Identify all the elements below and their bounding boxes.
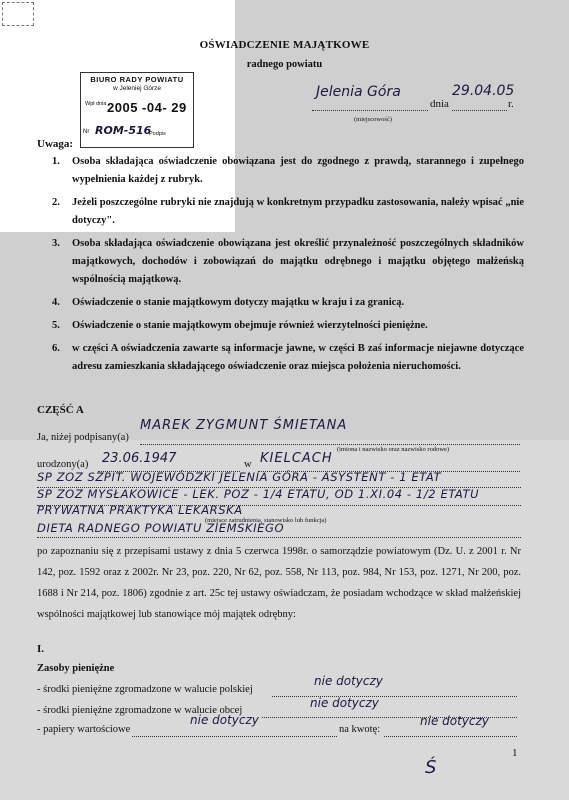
date-label: dnia xyxy=(430,98,449,110)
instruction-text: Jeżeli poszczególne rubryki nie znajdują w konkretnym przypadku zastosowania, należy wpisać „nie dotyczy". xyxy=(72,197,524,226)
instruction-item xyxy=(52,153,524,189)
pln-funds-value: nie dotyczy xyxy=(314,674,383,688)
stamp-received-label: Wpł dnia xyxy=(85,101,107,107)
employment-line-2: SP ZOZ MYSŁAKOWICE - LEK. POZ - 1/4 ETATU, OD 1.XI.04 - 1/2 ETATU xyxy=(37,487,480,501)
registry-stamp xyxy=(80,72,194,148)
instruction-number: 1. xyxy=(52,156,60,167)
date-value: 29.04.05 xyxy=(452,83,515,99)
instruction-item xyxy=(52,317,524,335)
securities-line xyxy=(132,736,337,737)
amount-label: na kwotę: xyxy=(339,724,381,735)
instruction-item xyxy=(52,340,524,376)
date-line xyxy=(452,110,507,111)
instruction-number: 2. xyxy=(52,197,60,208)
pln-funds-line xyxy=(272,696,517,697)
employment-rule-3 xyxy=(37,537,521,538)
employment-line-3: PRYWATNA PRAKTYKA LEKARSKA xyxy=(37,503,243,517)
instruction-text: Oświadczenie o stanie majątkowym obejmuje również wierzytelności pieniężne. xyxy=(72,320,428,331)
place-line xyxy=(312,110,428,111)
instruction-text: Osoba składająca oświadczenie obowiązana jest do zgodnego z prawdą, starannego i zupełnego wypełnienia każdej z rubryk. xyxy=(72,156,524,185)
undersigned-label: Ja, niżej podpisany(a) xyxy=(37,432,129,443)
instruction-number: 3. xyxy=(52,238,60,249)
born-label: urodzony(a) xyxy=(37,459,89,470)
date-of-birth-value: 23.06.1947 xyxy=(102,451,177,466)
cash-resources-title: Zasoby pieniężne xyxy=(37,663,115,674)
instruction-text: Oświadczenie o stanie majątkowym dotyczy majątku w kraju i za granicą. xyxy=(72,297,405,308)
amount-value: nie dotyczy xyxy=(420,714,489,728)
instruction-number: 4. xyxy=(52,297,60,308)
signature: Ś xyxy=(425,757,437,778)
document-subtitle: radnego powiatu xyxy=(246,59,323,70)
foreign-funds-label: - środki pieniężne zgromadzone w walucie obcej xyxy=(37,705,243,716)
stamp-number: ROM-516 xyxy=(95,124,152,137)
employment-caption: (miejsce zatrudnienia, stanowisko lub funkcja) xyxy=(205,517,327,524)
birthplace-value: KIELCACH xyxy=(260,451,333,466)
stamp-office: BIURO RADY POWIATU xyxy=(90,75,184,84)
name-caption: (imiona i nazwisko oraz nazwisko rodowe) xyxy=(337,446,450,453)
stamp-date: 2005 -04- 29 xyxy=(107,100,187,115)
instructions-heading: Uwaga: xyxy=(37,138,74,150)
instruction-text: Osoba składająca oświadczenie obowiązana jest określić przynależność poszczególnych składników majątkowych, dochodów i zobowiązań do majątku odrębnego i majątku objętego małżeńską wspólnością majątkową. xyxy=(72,238,524,285)
employment-line-1: SP ZOZ SZPIT. WOJEWÓDZKI JELENIA GÓRA - ASYSTENT - 1 ETAT xyxy=(37,470,442,484)
instructions-list xyxy=(52,153,524,381)
place-value: Jelenia Góra xyxy=(316,84,401,100)
document-title: OŚWIADCZENIE MAJĄTKOWE xyxy=(199,39,370,51)
instruction-number: 6. xyxy=(52,343,60,354)
employment-line-4: DIETA RADNEGO POWIATU ZIEMSKIEGO xyxy=(37,521,285,535)
securities-label: - papiery wartościowe xyxy=(37,724,131,735)
stamp-city: w Jeleniej Górze xyxy=(112,85,162,92)
instruction-item xyxy=(52,294,524,312)
name-line xyxy=(140,444,520,445)
part-a-heading: CZĘŚĆ A xyxy=(37,404,84,416)
page-number: 1 xyxy=(512,747,518,759)
section-1-heading: I. xyxy=(37,643,45,655)
pln-funds-label: - środki pieniężne zgromadzone w walucie polskiej xyxy=(37,684,253,695)
place-caption: (miejscowość) xyxy=(354,116,392,123)
stamp-nr-label: Nr xyxy=(83,129,90,135)
instruction-item xyxy=(52,194,524,230)
amount-line xyxy=(384,736,517,737)
securities-value: nie dotyczy xyxy=(190,713,259,727)
birthplace-label: w xyxy=(244,459,252,470)
stamp-signature-label: Podpis xyxy=(149,131,166,137)
instruction-number: 5. xyxy=(52,320,60,331)
scan-corner-mark xyxy=(2,2,34,26)
full-name-value: MAREK ZYGMUNT ŚMIETANA xyxy=(140,418,348,433)
statement-paragraph: po zapoznaniu się z przepisami ustawy z dnia 5 czerwca 1998r. o samorządzie powiatowym (Dz. U. z 2001 r. Nr 142, poz. 1592 oraz z 2002r. Nr 23, poz. 220, Nr 62, poz. 558, Nr 113, poz. 984, Nr 153, poz. 1271, Nr 200, poz. 1688 i Nr 214, poz. 1806) zgodnie z art. 25c tej ustawy oświadczam, że posiadam wchodzące w skład małżeńskiej wspólności majątkowej lub stanowiące mój majątek odrębny: xyxy=(37,546,521,620)
instruction-item xyxy=(52,235,524,289)
instruction-text: w części A oświadczenia zawarte są informacje jawne, w części B zaś informacje niejawne dotyczące adresu zamieszkania składającego oświadczenie oraz miejsca położenia nieruchomości. xyxy=(72,343,524,372)
foreign-funds-value: nie dotyczy xyxy=(310,696,379,710)
year-suffix: r. xyxy=(508,98,514,110)
